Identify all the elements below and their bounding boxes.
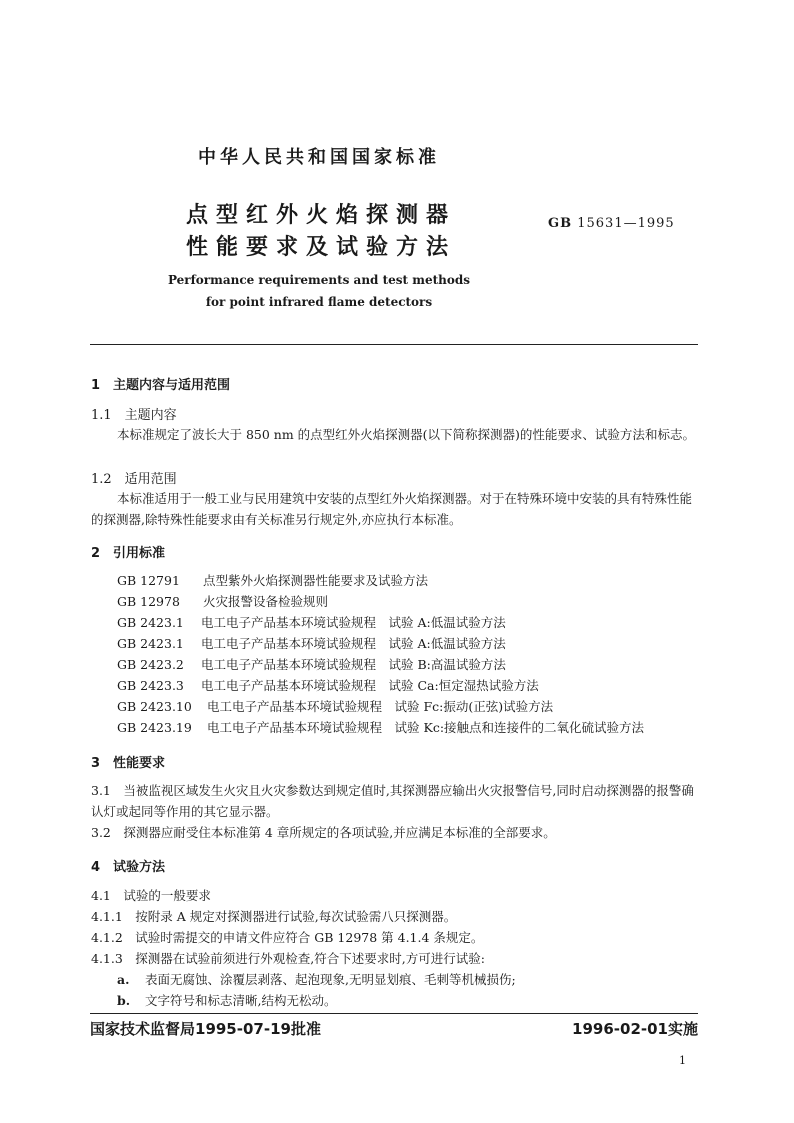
list-mark: a. bbox=[117, 972, 130, 987]
reference-title: 电工电子产品基本环境试验规程 试验 Fc:振动(正弦)试验方法 bbox=[207, 699, 554, 714]
list-item-b bbox=[117, 991, 336, 1009]
reference-title: 火灾报警设备检验规则 bbox=[203, 594, 329, 609]
section-2-heading: 2 引用标准 bbox=[91, 546, 166, 561]
reference-title: 电工电子产品基本环境试验规程 试验 A:低温试验方法 bbox=[201, 636, 506, 651]
english-title-line-2: for point infrared flame detectors bbox=[205, 295, 433, 309]
effective-date: 1996-02-01实施 bbox=[572, 1020, 698, 1038]
standard-code: 15631—1995 bbox=[577, 216, 675, 231]
reference-code: GB 2423.19 bbox=[117, 720, 192, 735]
section-3-1-text: 3.1 当被监视区域发生火灾且火灾参数达到规定值时,其探测器应输出火灾报警信号,同时启动探测器的报警确认灯或起同等作用的其它显示器。 bbox=[91, 783, 694, 819]
section-4-1-1: 4.1.1 按附录 A 规定对探测器进行试验,每次试验需八只探测器。 bbox=[91, 909, 457, 924]
section-4-1-3: 4.1.3 探测器在试验前须进行外观检查,符合下述要求时,方可进行试验: bbox=[91, 951, 485, 966]
section-1-2-text bbox=[91, 488, 699, 530]
reference-item bbox=[117, 613, 506, 631]
reference-code: GB 12791 bbox=[117, 573, 180, 588]
section-1-1-body: 本标准规定了波长大于 850 nm 的点型红外火焰探测器(以下简称探测器)的性能要求、试验方法和标志。 bbox=[117, 427, 695, 442]
reference-code: GB 2423.10 bbox=[117, 699, 192, 714]
section-3-2-text: 3.2 探测器应耐受住本标准第 4 章所规定的各项试验,并应满足本标准的全部要求。 bbox=[91, 825, 556, 840]
reference-item bbox=[117, 697, 553, 715]
standard-prefix: GB bbox=[548, 216, 573, 231]
list-text: 表面无腐蚀、涂覆层剥落、起泡现象,无明显划痕、毛刺等机械损伤; bbox=[145, 972, 516, 987]
list-mark: b. bbox=[117, 993, 131, 1008]
reference-item bbox=[117, 571, 428, 589]
section-1-2-body: 本标准适用于一般工业与民用建筑中安装的点型红外火焰探测器。对于在特殊环境中安装的具有特殊性能的探测器,除特殊性能要求由有关标准另行规定外,亦应执行本标准。 bbox=[91, 491, 693, 527]
org-title: 中华人民共和国国家标准 bbox=[198, 147, 440, 168]
reference-item bbox=[117, 592, 328, 610]
section-4-heading: 4 试验方法 bbox=[91, 860, 166, 875]
approval-date: 国家技术监督局1995-07-19批准 bbox=[90, 1020, 321, 1038]
footer-divider bbox=[90, 1013, 698, 1014]
section-1-1-heading: 1.1 主题内容 bbox=[91, 408, 177, 423]
list-item-a bbox=[117, 970, 516, 988]
section-4-1-2: 4.1.2 试验时需提交的申请文件应符合 GB 12978 第 4.1.4 条规定。 bbox=[91, 930, 484, 945]
reference-code: GB 2423.1 bbox=[117, 636, 184, 651]
reference-title: 电工电子产品基本环境试验规程 试验 Ca:恒定湿热试验方法 bbox=[201, 678, 539, 693]
reference-code: GB 12978 bbox=[117, 594, 180, 609]
header-divider bbox=[90, 344, 698, 345]
section-1-heading: 1 主题内容与适用范围 bbox=[91, 378, 231, 393]
reference-item bbox=[117, 676, 539, 694]
reference-code: GB 2423.2 bbox=[117, 657, 184, 672]
section-1-2-heading: 1.2 适用范围 bbox=[91, 472, 177, 487]
title-line-2: 性能要求及试验方法 bbox=[186, 235, 457, 260]
list-text: 文字符号和标志清晰,结构无松动。 bbox=[145, 993, 337, 1008]
title-line-1: 点型红外火焰探测器 bbox=[186, 203, 457, 228]
page-number: 1 bbox=[679, 1054, 686, 1067]
english-title-line-1: Performance requirements and test methods bbox=[167, 273, 471, 287]
section-3-heading: 3 性能要求 bbox=[91, 756, 166, 771]
reference-code: GB 2423.3 bbox=[117, 678, 184, 693]
reference-item bbox=[117, 655, 506, 673]
reference-item bbox=[117, 634, 506, 652]
standard-number bbox=[548, 216, 675, 231]
section-4-1: 4.1 试验的一般要求 bbox=[91, 888, 211, 903]
reference-title: 电工电子产品基本环境试验规程 试验 B:高温试验方法 bbox=[201, 657, 506, 672]
reference-title: 电工电子产品基本环境试验规程 试验 A:低温试验方法 bbox=[201, 615, 506, 630]
reference-title: 点型紫外火焰探测器性能要求及试验方法 bbox=[203, 573, 429, 588]
section-1-1-text bbox=[91, 424, 699, 445]
reference-title: 电工电子产品基本环境试验规程 试验 Kc:接触点和连接件的二氧化硫试验方法 bbox=[207, 720, 645, 735]
reference-code: GB 2423.1 bbox=[117, 615, 184, 630]
reference-item bbox=[117, 718, 644, 736]
